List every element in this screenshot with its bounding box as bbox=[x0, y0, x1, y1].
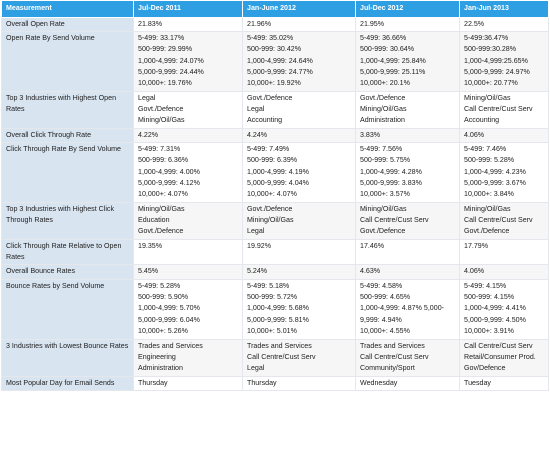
cell-line: Retail/Consumer Prod. bbox=[464, 352, 536, 361]
cell-line: 5,000-9,999: 24.77% bbox=[247, 67, 313, 76]
table-cell bbox=[356, 202, 460, 239]
table-cell bbox=[134, 376, 243, 390]
cell-line: Govt./Defence bbox=[464, 227, 510, 236]
table-cell bbox=[356, 17, 460, 31]
cell-line: 10,000+: 19.92% bbox=[247, 79, 301, 88]
cell-line: 5-499: 7.49% bbox=[247, 145, 290, 153]
cell-line: 1,000-4,999: 4.41% 5,000-9,999: 4.50% bbox=[464, 304, 526, 324]
table-cell bbox=[243, 339, 356, 376]
table-cell bbox=[134, 202, 243, 239]
table-row bbox=[2, 128, 549, 142]
table-cell bbox=[460, 279, 549, 339]
table-cell bbox=[356, 239, 460, 265]
table-cell bbox=[356, 128, 460, 142]
table-cell bbox=[243, 239, 356, 265]
cell-line: Mining/Oil/Gas bbox=[464, 204, 511, 213]
table-cell bbox=[243, 279, 356, 339]
cell-line: 500-999: 30.64% bbox=[360, 45, 415, 54]
table-cell bbox=[134, 265, 243, 279]
cell-line: 19.92% bbox=[247, 241, 272, 250]
cell-line: 500-999:30.28% bbox=[464, 45, 517, 54]
cell-line: 10,000+: 5.01% bbox=[247, 327, 297, 336]
cell-line: 500-999: 5.72% bbox=[247, 293, 298, 302]
table-cell bbox=[134, 31, 243, 91]
cell-line: Engineering bbox=[138, 352, 176, 361]
cell-line: 5,000-9,999: 4.04% bbox=[247, 179, 309, 188]
cell-line: Call Centre/Cust Serv bbox=[247, 352, 316, 361]
cell-line: Mining/Oil/Gas bbox=[360, 104, 407, 113]
table-cell bbox=[356, 339, 460, 376]
cell-line: Call Centre/Cust Serv bbox=[464, 216, 533, 225]
cell-line: 5,000-9,999: 24.97% bbox=[464, 67, 530, 76]
cell-line: 5,000-9,999: 4.12% bbox=[138, 179, 200, 188]
cell-line: Govt./Defence bbox=[247, 93, 293, 102]
cell-line: 500-999: 30.42% bbox=[247, 45, 302, 54]
table-cell bbox=[356, 376, 460, 390]
cell-line: 1,000-4,999: 24.64% bbox=[247, 56, 313, 65]
cell-line: 10,000+: 4.55% bbox=[360, 327, 410, 336]
header-period: Jan-June 2012 bbox=[243, 1, 356, 18]
cell-line: 5-499: 33.17% bbox=[138, 33, 185, 42]
row-label: Click Through Rate By Send Volume bbox=[2, 143, 134, 203]
cell-line: 5-499: 36.66% bbox=[360, 33, 407, 42]
cell-line: 17.46% bbox=[360, 241, 385, 250]
cell-line: Mining/Oil/Gas bbox=[138, 116, 185, 125]
table-cell bbox=[243, 17, 356, 31]
cell-line: 1,000-4,999: 4.87% 5,000-9,999: 4.94% bbox=[360, 304, 445, 324]
cell-line: 10,000+: 3.91% bbox=[464, 327, 514, 336]
cell-line: 5-499: 7.31% bbox=[138, 145, 181, 153]
cell-line: 500-999: 29.99% bbox=[138, 45, 193, 54]
cell-line: 4.63% bbox=[360, 267, 381, 276]
table-cell bbox=[243, 91, 356, 128]
table-row bbox=[2, 265, 549, 279]
cell-line: 5-499: 7.56% bbox=[360, 145, 403, 153]
table-row bbox=[2, 91, 549, 128]
cell-line: 21.95% bbox=[360, 19, 385, 28]
table-cell bbox=[356, 31, 460, 91]
table-cell bbox=[356, 143, 460, 203]
table-cell bbox=[460, 91, 549, 128]
cell-line: Trades and Services bbox=[360, 341, 425, 350]
table-cell bbox=[243, 376, 356, 390]
cell-line: 5,000-9,999: 3.83% bbox=[360, 179, 422, 188]
cell-line: Trades and Services bbox=[138, 341, 203, 350]
cell-line: Community/Sport bbox=[360, 364, 415, 373]
cell-line: Thursday bbox=[138, 378, 168, 387]
table-cell bbox=[243, 265, 356, 279]
cell-line: Mining/Oil/Gas bbox=[360, 204, 407, 213]
cell-line: 5,000-9,999: 5.81% bbox=[247, 315, 309, 324]
cell-line: 5,000-9,999: 24.44% bbox=[138, 67, 204, 76]
cell-line: 5-499: 5.18% bbox=[247, 281, 290, 290]
table-cell bbox=[243, 31, 356, 91]
cell-line: 5-499: 4.15% bbox=[464, 281, 507, 290]
cell-line: 10,000+: 20.1% bbox=[360, 79, 410, 88]
cell-line: 21.83% bbox=[138, 19, 163, 28]
table-cell bbox=[460, 17, 549, 31]
cell-line: 1,000-4,999: 25.84% bbox=[360, 56, 426, 65]
cell-line: 10,000+: 3.84% bbox=[464, 190, 514, 199]
table-cell bbox=[243, 202, 356, 239]
cell-line: Accounting bbox=[247, 116, 283, 125]
cell-line: 5-499:36.47% bbox=[464, 33, 509, 42]
cell-line: 21.96% bbox=[247, 19, 272, 28]
cell-line: 1,000-4,999: 4.23% bbox=[464, 167, 526, 176]
table-body bbox=[2, 17, 549, 390]
table-cell bbox=[134, 239, 243, 265]
row-label: Overall Open Rate bbox=[2, 17, 134, 31]
cell-line: Govt./Defence bbox=[138, 104, 184, 113]
row-label: Most Popular Day for Email Sends bbox=[2, 376, 134, 390]
cell-line: 1,000-4,999: 5.70% bbox=[138, 304, 200, 313]
table-cell bbox=[460, 239, 549, 265]
cell-line: Trades and Services bbox=[247, 341, 312, 350]
table-cell bbox=[460, 31, 549, 91]
cell-line: Call Centre/Cust Serv bbox=[360, 352, 429, 361]
cell-line: 5.45% bbox=[138, 267, 159, 276]
table-cell bbox=[460, 339, 549, 376]
table-cell bbox=[134, 339, 243, 376]
email-stats-table bbox=[1, 0, 549, 391]
cell-line: 5,000-9,999: 6.04% bbox=[138, 315, 200, 324]
cell-line: 4.06% bbox=[464, 267, 485, 276]
cell-line: 1,000-4,999: 5.68% bbox=[247, 304, 309, 313]
cell-line: Govt./Defence bbox=[138, 227, 184, 236]
cell-line: Call Centre/Cust Serv bbox=[464, 104, 533, 113]
cell-line: 3.83% bbox=[360, 130, 381, 139]
table-cell bbox=[243, 128, 356, 142]
cell-line: Accounting bbox=[464, 116, 500, 125]
cell-line: 4.24% bbox=[247, 130, 268, 139]
table-cell bbox=[134, 143, 243, 203]
cell-line: 500-999: 6.36% bbox=[138, 156, 189, 165]
table-row bbox=[2, 31, 549, 91]
row-label: Top 3 Industries with Highest Click Through Rates bbox=[2, 202, 134, 239]
cell-line: Gov/Defence bbox=[464, 364, 506, 373]
cell-line: Mining/Oil/Gas bbox=[138, 204, 185, 213]
cell-line: Govt./Defence bbox=[247, 204, 293, 213]
cell-line: Legal bbox=[247, 364, 265, 373]
table-row bbox=[2, 202, 549, 239]
row-label: Overall Click Through Rate bbox=[2, 128, 134, 142]
table-row bbox=[2, 279, 549, 339]
table-cell bbox=[460, 202, 549, 239]
table-cell bbox=[134, 279, 243, 339]
cell-line: 500-999: 6.39% bbox=[247, 156, 298, 165]
cell-line: Wednesday bbox=[360, 378, 398, 387]
cell-line: 22.5% bbox=[464, 19, 485, 28]
table-row bbox=[2, 376, 549, 390]
cell-line: Administration bbox=[360, 116, 405, 125]
table-row bbox=[2, 239, 549, 265]
cell-line: 500-999: 4.65% bbox=[360, 293, 411, 302]
row-label: Top 3 Industries with Highest Open Rates bbox=[2, 91, 134, 128]
table-cell bbox=[356, 279, 460, 339]
header-period: Jan-Jun 2013 bbox=[460, 1, 549, 18]
cell-line: 1,000-4,999: 4.19% bbox=[247, 167, 309, 176]
cell-line: 5-499: 5.28% bbox=[138, 281, 181, 290]
cell-line: Mining/Oil/Gas bbox=[464, 93, 511, 102]
header-period: Jul-Dec 2011 bbox=[134, 1, 243, 18]
cell-line: 500-999: 5.28% bbox=[464, 156, 515, 165]
cell-line: Legal bbox=[138, 93, 156, 102]
header-row bbox=[2, 1, 549, 18]
cell-line: 500-999: 5.90% bbox=[138, 293, 189, 302]
cell-line: 5-499: 35.02% bbox=[247, 33, 294, 42]
table-cell bbox=[460, 265, 549, 279]
table-cell bbox=[460, 376, 549, 390]
cell-line: Legal bbox=[247, 104, 265, 113]
cell-line: Education bbox=[138, 216, 170, 225]
cell-line: 1,000-4,999: 24.07% bbox=[138, 56, 204, 65]
cell-line: 5-499: 7.46% bbox=[464, 145, 507, 153]
cell-line: 17.79% bbox=[464, 241, 489, 250]
cell-line: 5-499: 4.58% bbox=[360, 281, 403, 290]
cell-line: Administration bbox=[138, 364, 183, 373]
cell-line: Govt./Defence bbox=[360, 227, 406, 236]
table-cell bbox=[356, 91, 460, 128]
table-cell bbox=[460, 128, 549, 142]
table-cell bbox=[243, 143, 356, 203]
cell-line: Govt./Defence bbox=[360, 93, 406, 102]
cell-line: 500-999: 5.75% bbox=[360, 156, 411, 165]
cell-line: 10,000+: 4.07% bbox=[247, 190, 297, 199]
header-measurement: Measurement bbox=[2, 1, 134, 18]
cell-line: 10,000+: 19.76% bbox=[138, 79, 192, 88]
table-cell bbox=[460, 143, 549, 203]
cell-line: Mining/Oil/Gas bbox=[247, 216, 294, 225]
cell-line: 1,000-4,999:25.65% bbox=[464, 56, 528, 65]
table-row bbox=[2, 339, 549, 376]
cell-line: 10,000+: 3.57% bbox=[360, 190, 410, 199]
row-label: Click Through Rate Relative to Open Rates bbox=[2, 239, 134, 265]
cell-line: 5,000-9,999: 3.67% bbox=[464, 179, 526, 188]
cell-line: 1,000-4,999: 4.00% bbox=[138, 167, 200, 176]
table-cell bbox=[134, 128, 243, 142]
row-label: 3 Industries with Lowest Bounce Rates bbox=[2, 339, 134, 376]
cell-line: Tuesday bbox=[464, 378, 491, 387]
table-cell bbox=[356, 265, 460, 279]
cell-line: 10,000+: 20.77% bbox=[464, 79, 518, 88]
cell-line: Legal bbox=[247, 227, 265, 236]
cell-line: 500-999: 4.15% bbox=[464, 293, 515, 302]
cell-line: 10,000+: 5.26% bbox=[138, 327, 188, 336]
table-cell bbox=[134, 91, 243, 128]
table-row bbox=[2, 17, 549, 31]
table-row bbox=[2, 143, 549, 203]
cell-line: 4.22% bbox=[138, 130, 159, 139]
cell-line: Call Centre/Cust Serv bbox=[360, 216, 429, 225]
header-period: Jul-Dec 2012 bbox=[356, 1, 460, 18]
table-cell bbox=[134, 17, 243, 31]
cell-line: 4.06% bbox=[464, 130, 485, 139]
cell-line: Thursday bbox=[247, 378, 277, 387]
cell-line: 5,000-9,999: 25.11% bbox=[360, 67, 426, 76]
cell-line: 1,000-4,999: 4.28% bbox=[360, 167, 422, 176]
cell-line: Call Centre/Cust Serv bbox=[464, 341, 533, 350]
cell-line: 5.24% bbox=[247, 267, 268, 276]
cell-line: 19.35% bbox=[138, 241, 163, 250]
row-label: Open Rate By Send Volume bbox=[2, 31, 134, 91]
row-label: Bounce Rates by Send Volume bbox=[2, 279, 134, 339]
cell-line: 10,000+: 4.07% bbox=[138, 190, 188, 199]
row-label: Overall Bounce Rates bbox=[2, 265, 134, 279]
